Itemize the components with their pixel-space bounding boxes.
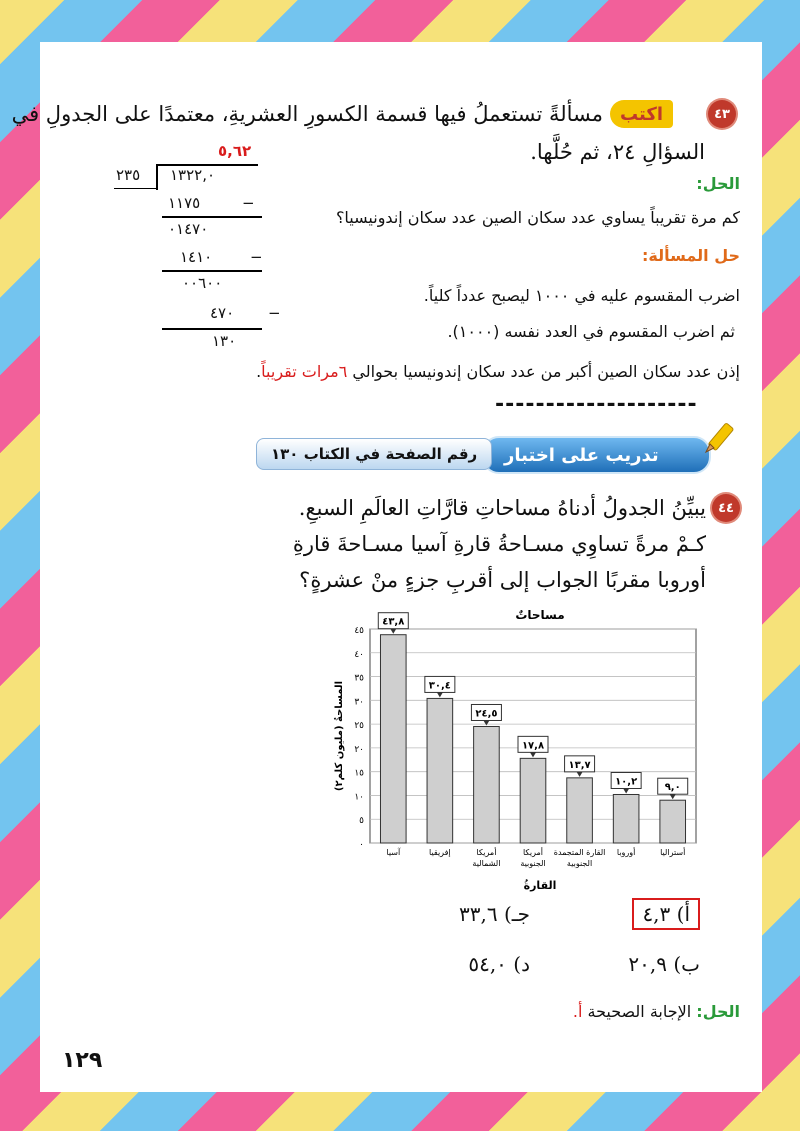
long-division <box>100 140 300 360</box>
q43-number: ٤٣ <box>714 106 730 122</box>
bar <box>567 778 593 843</box>
option-a-box <box>632 898 700 930</box>
division-row-1: ١١٧٥ <box>168 194 201 212</box>
chart-x-ticks <box>386 847 685 868</box>
areas-bar-chart <box>330 605 710 895</box>
bar <box>427 698 453 843</box>
value-label: ١٣,٧ <box>568 759 591 771</box>
chart-y-label: المساحةُ (مليون كلم٢) <box>334 680 345 792</box>
division-line <box>162 328 262 330</box>
q44-line1: يبيِّنُ الجدولُ أدناهُ مساحاتِ قارَّاتِ العالَمِ السبعِ. <box>298 496 706 520</box>
q43-line2: السؤالِ ٢٤، ثم حُلَّها. <box>530 140 705 164</box>
q44-answer-letter: أ. <box>572 1002 583 1021</box>
x-tick-label: الجنوبية <box>566 859 593 868</box>
y-tick-label: ٤٠ <box>354 649 364 660</box>
y-tick-label: ٢٠ <box>354 744 364 755</box>
division-line <box>162 270 262 272</box>
y-tick-label: ٥ <box>359 816 364 827</box>
chart-y-ticks <box>354 626 364 850</box>
q44-solution-label: الحل: <box>696 1002 740 1021</box>
x-tick-label: أستراليا <box>660 848 686 857</box>
conclusion-suffix: . <box>256 362 262 381</box>
division-bracket <box>156 164 158 190</box>
option-b-value: ٢٠,٩ <box>628 952 667 976</box>
value-label: ٤٣,٨ <box>382 616 405 628</box>
question-number-badge <box>712 494 740 522</box>
q43-conclusion <box>190 362 740 381</box>
option-c-letter: جـ) <box>503 902 530 926</box>
divisor-underline <box>114 188 156 189</box>
value-label: ٢٤,٥ <box>475 708 498 720</box>
bar <box>520 758 546 843</box>
q43-solution-label: الحل: <box>696 174 740 193</box>
y-tick-label: ٢٥ <box>354 721 364 732</box>
division-dividend: ١٣٢٢,٠ <box>170 166 216 184</box>
pencil-icon <box>700 420 738 458</box>
x-tick-label: إفريقيا <box>429 848 451 857</box>
option-a-letter: أ) <box>676 902 690 926</box>
bar <box>474 726 500 843</box>
q44-answer-prefix: الإجابة الصحيحة <box>587 1002 692 1021</box>
option-d[interactable] <box>390 952 530 976</box>
y-tick-label: ٤٥ <box>354 626 364 636</box>
x-tick-label: الشمالية <box>472 859 501 868</box>
dashed-separator: -------------------- <box>495 392 698 417</box>
x-tick-label: أمريكا <box>522 848 544 857</box>
page-reference-label: رقم الصفحة في الكتاب ١٣٠ <box>271 445 478 463</box>
division-row-6: ١٣٠ <box>212 332 237 350</box>
y-tick-label: ٣٠ <box>354 697 364 708</box>
option-c-value: ٣٣,٦ <box>459 902 498 926</box>
x-tick-label: آسيا <box>386 848 401 857</box>
y-tick-label: ٠ <box>359 840 364 850</box>
y-tick-label: ٣٥ <box>354 673 364 684</box>
option-b[interactable] <box>560 952 700 976</box>
option-a[interactable] <box>560 902 700 926</box>
page-number: ١٢٩ <box>62 1048 103 1073</box>
value-label: ٩,٠ <box>664 782 681 794</box>
division-row-3: ١٤١٠ <box>180 248 213 266</box>
x-tick-label: أوروبا <box>616 848 636 857</box>
value-label: ٣٠,٤ <box>428 680 451 692</box>
q43-question: كم مرة تقريباً يساوي عدد سكان الصين عدد سكان إندونيسيا؟ <box>335 208 740 227</box>
option-c[interactable] <box>390 902 530 926</box>
division-divisor: ٢٣٥ <box>116 166 141 184</box>
write-tag-label: اكتب <box>620 103 664 125</box>
q44-line3: أوروبا مقربًا الجواب إلى أقربِ جزءٍ منْ عشرةٍ؟ <box>299 568 706 592</box>
chart-title: مساحاتٌ <box>515 608 565 622</box>
q43-step2: ثم اضرب المقسوم في العدد نفسه (١٠٠٠). <box>447 322 735 341</box>
bar <box>613 794 639 843</box>
q43-line1: مسألةً تستعملُ فيها قسمة الكسورِ العشريةِ، معتمدًا على الجدولِ في <box>11 102 603 126</box>
chart-x-label: القارةُ <box>523 879 557 892</box>
y-tick-label: ١٠ <box>354 792 364 803</box>
division-row-5: ٤٧٠ <box>210 304 235 322</box>
division-line <box>162 216 262 218</box>
option-a-value: ٤,٣ <box>642 902 671 926</box>
value-label: ١٠,٢ <box>615 776 638 788</box>
conclusion-prefix: إذن عدد سكان الصين أكبر من عدد سكان إندونيسيا بحوالي <box>352 362 740 381</box>
conclusion-highlight: ٦مرات تقريباً <box>261 362 348 381</box>
q44-solution <box>440 1002 740 1021</box>
write-tag <box>610 100 673 128</box>
division-row-4: ٠٠٦٠٠ <box>182 274 223 292</box>
division-quotient: ٥,٦٢ <box>218 142 252 160</box>
practice-banner-label: تدريب على اختبار <box>504 444 659 466</box>
division-row-2: ٠١٤٧٠ <box>168 220 209 238</box>
x-tick-label: القارة المتجمدة <box>553 848 606 857</box>
q43-step1: اضرب المقسوم عليه في ١٠٠٠ ليصبح عدداً كلياً. <box>423 286 740 305</box>
minus-sign: − <box>268 304 284 322</box>
value-label: ١٧,٨ <box>521 740 545 752</box>
bar <box>380 635 406 843</box>
practice-banner <box>482 436 711 474</box>
page-reference-pill <box>256 438 492 470</box>
option-b-letter: ب) <box>673 952 700 976</box>
y-tick-label: ١٥ <box>354 768 364 779</box>
minus-sign: − <box>242 194 258 212</box>
x-tick-label: أمريكا <box>476 848 497 857</box>
option-d-value: ٥٤,٠ <box>468 952 507 976</box>
q44-line2: كـمْ مرةً تساوِي مسـاحةُ قارةِ آسيا مسـاحةَ قارةِ <box>292 532 706 556</box>
q44-number: ٤٤ <box>718 500 734 516</box>
q43-steps-label: حل المسألة: <box>642 246 740 265</box>
option-d-letter: د) <box>513 952 530 976</box>
x-tick-label: الجنوبية <box>520 859 546 868</box>
question-number-badge <box>708 100 736 128</box>
minus-sign: − <box>250 248 266 266</box>
bar <box>660 800 686 843</box>
